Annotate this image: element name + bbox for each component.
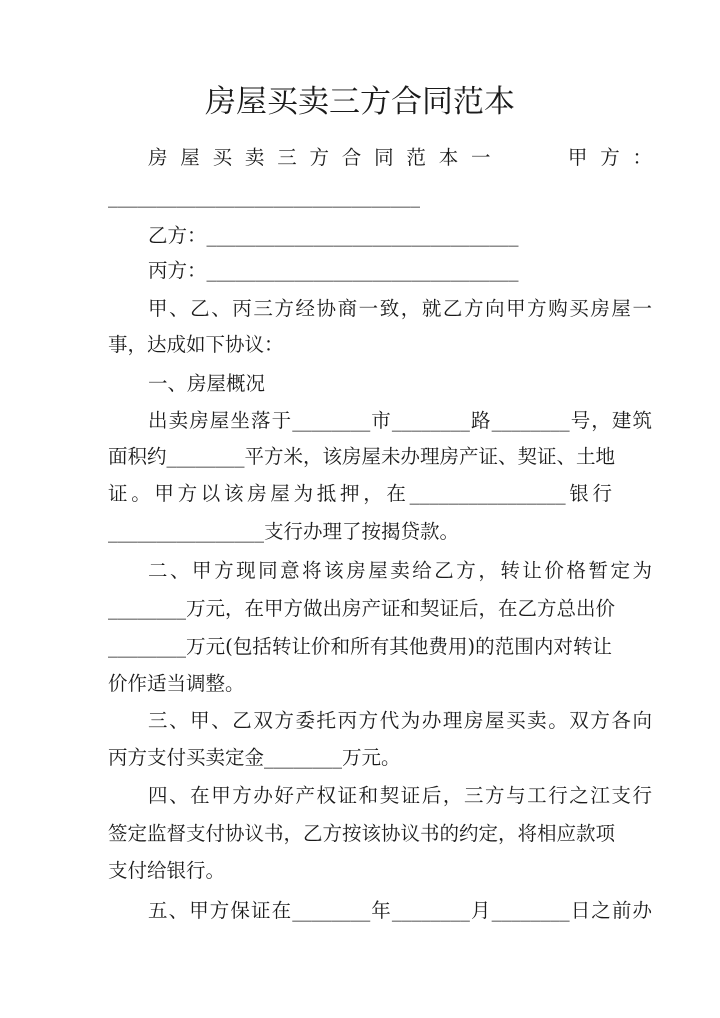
paragraph-line: 面积约________平方米，该房屋未办理房产证、契证、土地: [108, 445, 616, 468]
paragraph-line: 五、甲方保证在________年________月________日之前办: [148, 899, 652, 922]
party-c-line: 丙方：________________________________: [148, 259, 519, 282]
party-a-blank: ________________________________: [108, 185, 420, 208]
paragraph-line: 甲、乙、丙三方经协商一致，就乙方向甲方购买房屋一: [148, 297, 652, 320]
paragraph-line: 丙方支付买卖定金________万元。: [108, 746, 401, 769]
paragraph-line: 支付给银行。: [108, 859, 226, 882]
party-b-line: 乙方：________________________________: [148, 224, 519, 247]
paragraph-line: 出卖房屋坐落于________市________路________号，建筑: [148, 409, 652, 432]
paragraph-line: ________万元(包括转让价和所有其他费用)的范围内对转让: [108, 635, 612, 658]
party-a-line: 房 屋 买 卖 三 方 合 同 范 本 一 甲 方 ：: [148, 146, 652, 169]
paragraph-line: 三、甲、乙双方委托丙方代为办理房屋买卖。双方各向: [148, 709, 652, 732]
paragraph-line: ________________支行办理了按揭贷款。: [108, 520, 460, 543]
paragraph-line: 四、在甲方办好产权证和契证后，三方与工行之江支行: [148, 784, 652, 807]
paragraph-line: 事，达成如下协议：: [108, 333, 284, 356]
document-title: 房屋买卖三方合同范本: [205, 84, 515, 120]
section-heading: 一、房屋概况: [148, 372, 266, 395]
paragraph-line: 签定监督支付协议书，乙方按该协议书的约定，将相应款项: [108, 822, 616, 845]
paragraph-line: 价作适当调整。: [108, 672, 245, 695]
paragraph-line: ________万元，在甲方做出房产证和契证后，在乙方总出价: [108, 597, 616, 620]
paragraph-line: 二、甲方现同意将该房屋卖给乙方，转让价格暂定为: [148, 559, 652, 582]
paragraph-line: 证。甲方以该房屋为抵押，在________________银行: [108, 482, 612, 505]
